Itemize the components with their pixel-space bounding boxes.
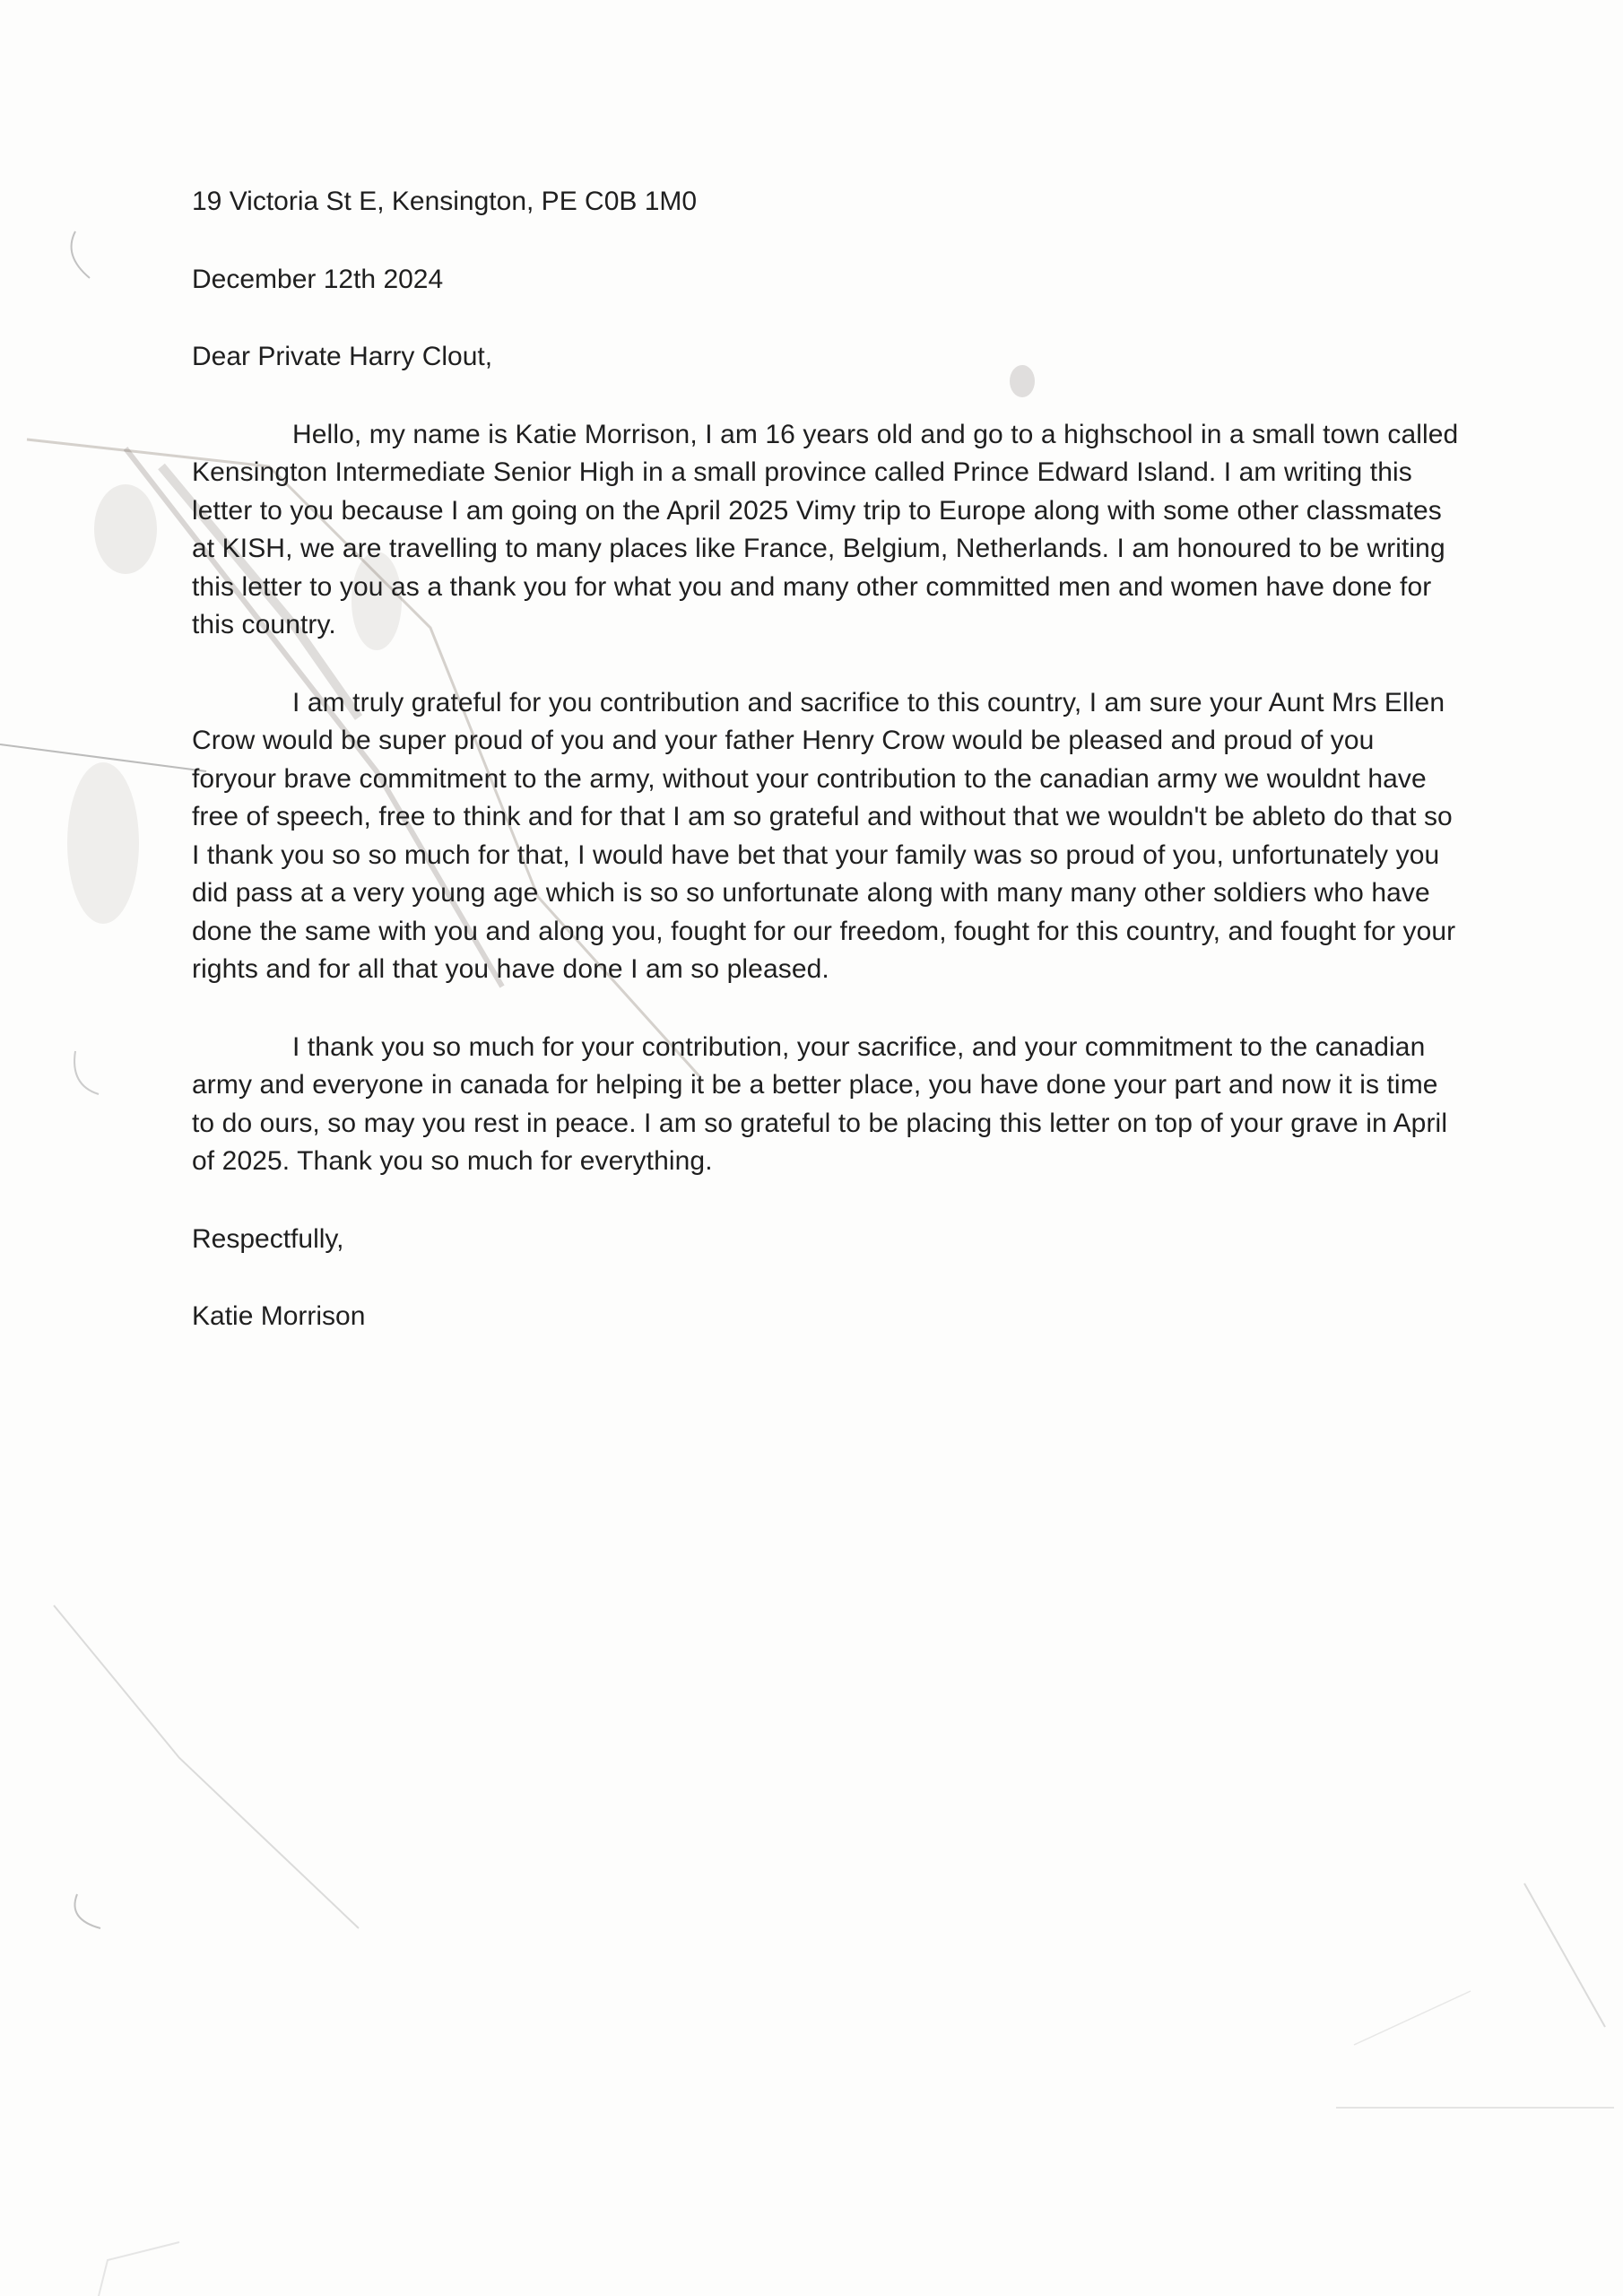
paragraph-1: Hello, my name is Katie Morrison, I am 16 years old and go to a highschool in a small town called Kensington Intermediate Senior High in a small province called Prince Edward Island. I am writing this letter to you because I am going on the April 2025 Vimy trip to Europe along with some other classmates at KISH, we are travelling to many places like France, Belgium, Netherlands. I am honoured to be writing this letter to you as a thank you for what you and many other committed men and women have done for this country. [192, 419, 1459, 639]
paragraph-2: I am truly grateful for you contribution and sacrifice to this country, I am sure your Aunt Mrs Ellen Crow would be super proud of you and your father Henry Crow would be pleased and proud of you foryour brave commitment to the army, without your contribution to the canadian army we wouldnt have free of speech, free to think and for that I am so grateful and without that we wouldn't be ableto do that so I thank you so so much for that, I would have bet that your family was so proud of you, unfortunately you did pass at a very young age which is so so unfortunate along with many many other soldiers who have done the same with you and along you, fought for our freedom, fought for this country, and fought for your rights and for all that you have done I am so pleased. [192, 687, 1456, 984]
paragraph-3: I thank you so much for your contribution, your sacrifice, and your commitment to the canadian army and everyone in canada for helping it be a better place, you have done your part and now it is time to do ours, so may you rest in peace. I am so grateful to be placing this letter on top of your grave in April of 2025. Thank you so much for everything. [192, 1031, 1448, 1176]
letter-body [192, 183, 1465, 1336]
salutation: Dear Private Harry Clout, [192, 342, 493, 371]
letter-date: December 12th 2024 [192, 264, 444, 294]
closing: Respectfully, [192, 1223, 344, 1254]
sender-address: 19 Victoria St E, Kensington, PE C0B 1M0 [192, 187, 698, 216]
signature: Katie Morrison [192, 1301, 366, 1331]
